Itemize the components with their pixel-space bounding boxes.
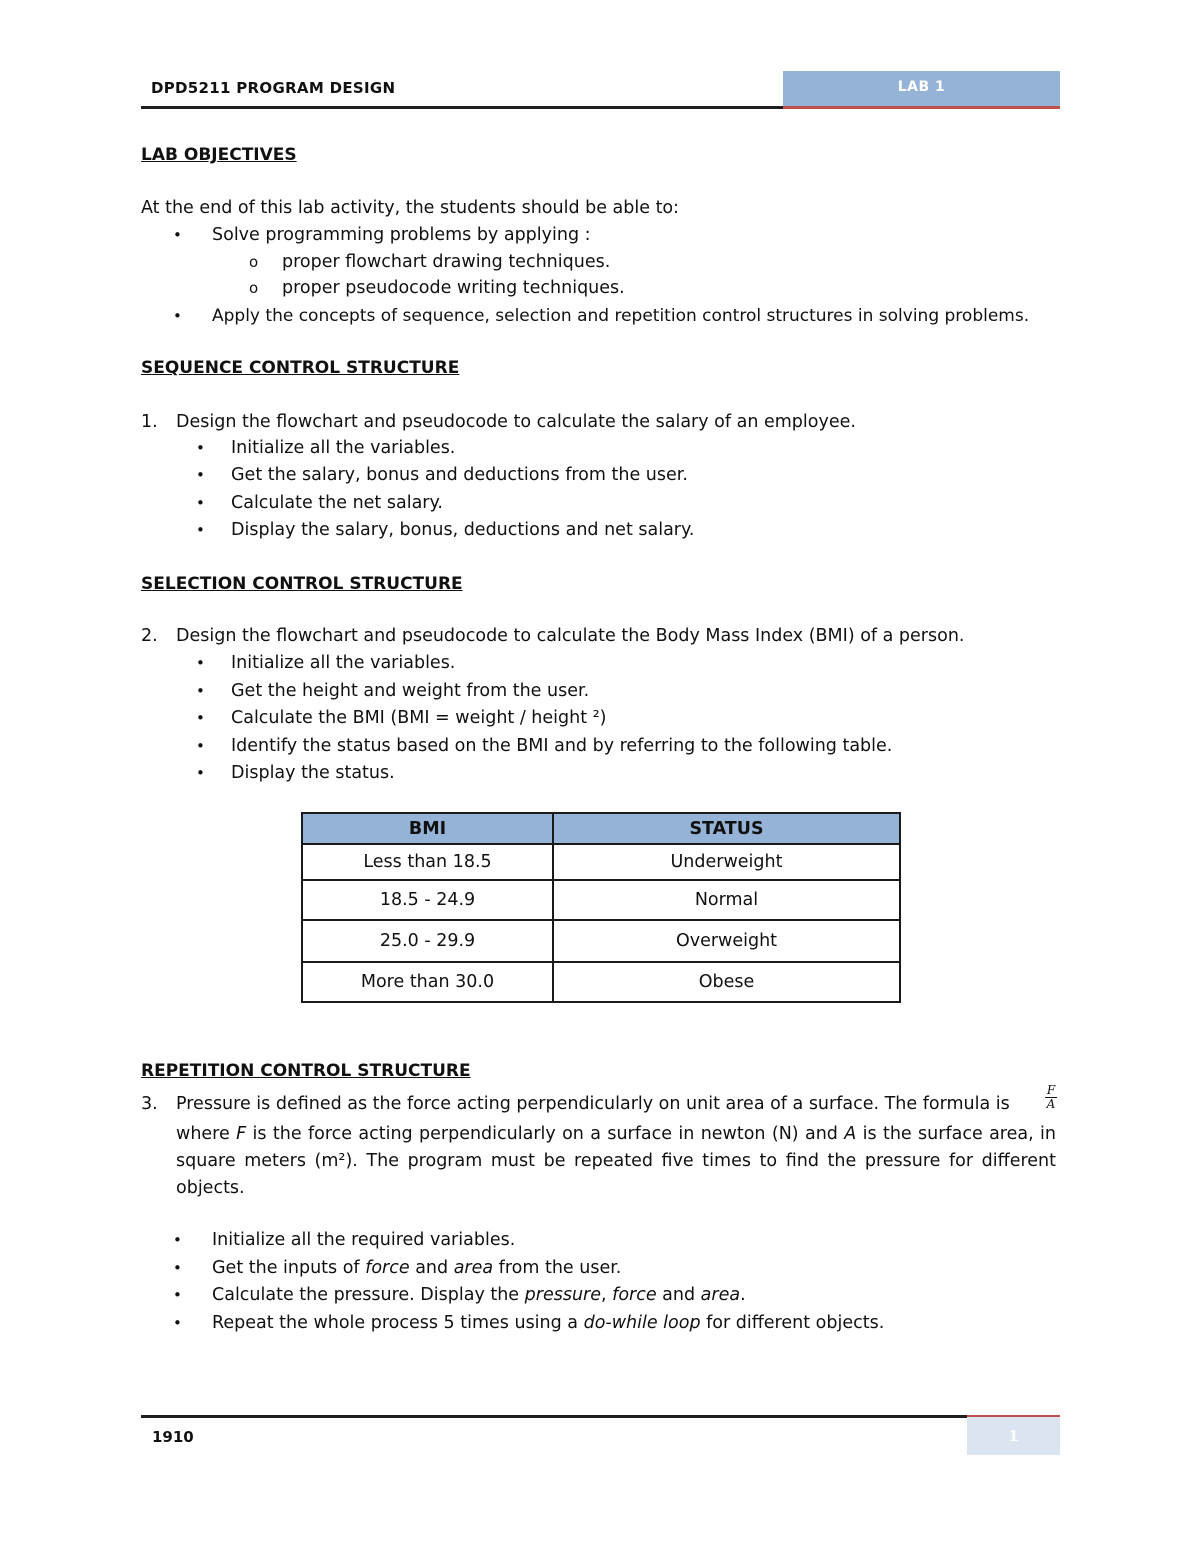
- italic-run: pressure: [524, 1285, 602, 1305]
- sequence-item: Initialize all the variables.: [231, 438, 456, 458]
- bullet-icon: •: [196, 764, 205, 782]
- formula-fraction: [1042, 1084, 1060, 1111]
- text-run: from the user.: [493, 1258, 622, 1278]
- text-run: .: [740, 1285, 746, 1305]
- table-cell: 25.0 - 29.9: [302, 920, 553, 962]
- table-cell: Obese: [553, 962, 900, 1002]
- text-run: Repeat the whole process 5 times using a: [212, 1313, 584, 1333]
- header-right-band: [783, 71, 1060, 109]
- repetition-item: [212, 1284, 746, 1306]
- text-run: Calculate the pressure. Display the: [212, 1285, 525, 1305]
- italic-run: do-while loop: [583, 1313, 701, 1333]
- question-number: 2.: [141, 626, 158, 646]
- formula-denominator: A: [1046, 1097, 1056, 1111]
- selection-item: Initialize all the variables.: [231, 653, 456, 673]
- table-header-row: [302, 813, 900, 844]
- objectives-heading: LAB OBJECTIVES: [141, 145, 297, 165]
- objective-item: Apply the concepts of sequence, selection and repetition control structures in solving problems.: [212, 306, 1030, 326]
- formula-numerator: F: [1046, 1083, 1056, 1097]
- bullet-icon: •: [196, 521, 205, 539]
- selection-item: Display the status.: [231, 763, 395, 783]
- table-cell: Less than 18.5: [302, 844, 553, 880]
- sequence-heading: SEQUENCE CONTROL STRUCTURE: [141, 358, 460, 378]
- bullet-icon: •: [196, 654, 205, 672]
- course-title: DPD5211 PROGRAM DESIGN: [151, 79, 396, 97]
- repetition-heading: REPETITION CONTROL STRUCTURE: [141, 1061, 471, 1081]
- table-cell: Overweight: [553, 920, 900, 962]
- table-cell: More than 30.0: [302, 962, 553, 1002]
- italic-run: A: [844, 1124, 857, 1144]
- repetition-question-body: [176, 1121, 1056, 1202]
- question-number: 3.: [141, 1094, 158, 1114]
- selection-heading: SELECTION CONTROL STRUCTURE: [141, 574, 463, 594]
- text-run: is the force acting perpendicularly on a surface in newton (N) and: [246, 1124, 845, 1144]
- text-run: Get the inputs of: [212, 1258, 366, 1278]
- bullet-icon: •: [196, 737, 205, 755]
- selection-item: Calculate the BMI (BMI = weight / height ²): [231, 708, 607, 728]
- objectives-intro: At the end of this lab activity, the students should be able to:: [141, 198, 680, 218]
- table-header-status: STATUS: [553, 813, 900, 844]
- circle-marker-icon: o: [249, 253, 259, 271]
- italic-run: F: [236, 1124, 247, 1144]
- sequence-item: Get the salary, bonus and deductions from the user.: [231, 465, 688, 485]
- lab-label: LAB 1: [897, 79, 946, 95]
- italic-run: force: [612, 1285, 657, 1305]
- text-run: ,: [601, 1285, 613, 1305]
- footer-rule: [141, 1415, 967, 1418]
- sequence-question: Design the flowchart and pseudocode to calculate the salary of an employee.: [176, 412, 856, 432]
- table-cell: Underweight: [553, 844, 900, 880]
- bullet-icon: •: [196, 682, 205, 700]
- bmi-status-table: [301, 812, 901, 1003]
- italic-run: area: [453, 1258, 494, 1278]
- table-row: [302, 844, 900, 880]
- repetition-item: [212, 1257, 621, 1279]
- text-run: for different objects.: [700, 1313, 885, 1333]
- text-run: where: [176, 1124, 237, 1144]
- bullet-icon: •: [173, 1259, 182, 1277]
- bullet-icon: •: [196, 466, 205, 484]
- selection-question: Design the flowchart and pseudocode to calculate the Body Mass Index (BMI) of a person.: [176, 626, 965, 646]
- text-run: and: [409, 1258, 454, 1278]
- bullet-icon: •: [173, 307, 182, 325]
- objective-subitem: proper flowchart drawing techniques.: [282, 252, 611, 272]
- circle-marker-icon: o: [249, 279, 259, 297]
- footer-code: 1910: [152, 1428, 194, 1446]
- selection-item: Identify the status based on the BMI and by referring to the following table.: [231, 736, 893, 756]
- bullet-icon: •: [173, 1314, 182, 1332]
- sequence-item: Calculate the net salary.: [231, 493, 443, 513]
- question-number: 1.: [141, 412, 158, 432]
- bullet-icon: •: [173, 1231, 182, 1249]
- italic-run: area: [700, 1285, 741, 1305]
- header-left: [141, 72, 783, 109]
- text-run: is the surface area, in square meters (m²). The program must be repeated five times to find the pressure for different objects.: [176, 1124, 1056, 1198]
- table-row: [302, 920, 900, 962]
- footer-page-band: [967, 1415, 1060, 1455]
- repetition-item: Initialize all the required variables.: [212, 1230, 516, 1250]
- objective-subitem: proper pseudocode writing techniques.: [282, 278, 625, 298]
- repetition-question-line1: Pressure is defined as the force acting perpendicularly on unit area of a surface. The formula is: [176, 1094, 1010, 1114]
- bullet-icon: •: [196, 494, 205, 512]
- table-row: [302, 880, 900, 920]
- bullet-icon: •: [196, 439, 205, 457]
- objective-item: Solve programming problems by applying :: [212, 225, 591, 245]
- page-number: 1: [1008, 1427, 1019, 1445]
- selection-item: Get the height and weight from the user.: [231, 681, 590, 701]
- table-header-bmi: BMI: [302, 813, 553, 844]
- sequence-item: Display the salary, bonus, deductions and net salary.: [231, 520, 695, 540]
- bullet-icon: •: [196, 709, 205, 727]
- italic-run: force: [365, 1258, 410, 1278]
- text-run: and: [656, 1285, 701, 1305]
- table-row: [302, 962, 900, 1002]
- bullet-icon: •: [173, 1286, 182, 1304]
- table-cell: 18.5 - 24.9: [302, 880, 553, 920]
- bullet-icon: •: [173, 226, 182, 244]
- repetition-item: [212, 1312, 884, 1334]
- table-cell: Normal: [553, 880, 900, 920]
